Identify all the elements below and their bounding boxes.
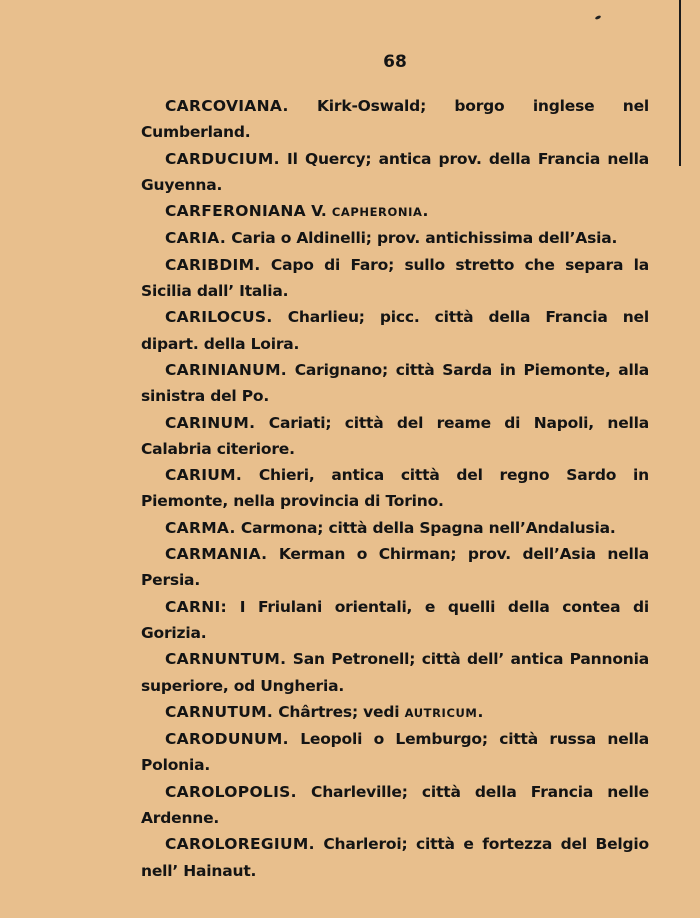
entry-definition: San Petronell; città dell’ antica Pannonia superiore, od Ungheria. <box>141 650 649 695</box>
entry-definition: Cariati; città del reame di Napoli, nella Calabria citeriore. <box>141 413 650 458</box>
dictionary-entry <box>141 779 649 832</box>
entry-definition: Carmona; città della Spagna nell’Andalusia. <box>240 518 616 537</box>
dictionary-entry <box>141 699 649 726</box>
entry-definition: Chieri, antica città del regno Sardo in Piemonte, nella provincia di Torino. <box>141 466 649 511</box>
entry-definition: Chârtres; vedi <box>278 702 400 721</box>
entry-cross-reference: CAPHERONIA <box>331 205 423 220</box>
entry-headword: CARNUTUM. <box>165 702 274 721</box>
entry-headword: CARILOCUS. <box>165 308 273 327</box>
dictionary-entry <box>141 462 649 515</box>
entry-definition: Carignano; città Sarda in Piemonte, alla sinistra del Po. <box>141 360 649 406</box>
entry-definition: Charleroi; città e fortezza del Belgio nell’ Hainaut. <box>141 835 649 880</box>
page-edge-line <box>679 0 681 166</box>
entry-trailing-punctuation: . <box>477 702 484 721</box>
entry-definition: Charlieu; picc. città della Francia nel dipart. della Loira. <box>141 308 649 353</box>
dictionary-entry <box>141 198 649 225</box>
entry-definition: Leopoli o Lemburgo; città russa nella Polonia. <box>141 730 649 775</box>
entry-headword: CAROLOPOLIS. <box>165 782 297 801</box>
dictionary-entry <box>141 252 649 305</box>
entry-trailing-punctuation: . <box>422 202 429 221</box>
dictionary-entry <box>141 146 649 199</box>
dictionary-entry <box>141 646 649 699</box>
entry-headword: CARIBDIM. <box>165 255 261 274</box>
dictionary-entry <box>141 93 649 146</box>
dictionary-entry <box>141 541 649 594</box>
entry-headword: CARFERONIANA <box>165 202 306 221</box>
entry-headword: CARCOVIANA. <box>165 97 289 115</box>
entry-headword: CAROLOREGIUM. <box>165 835 315 854</box>
dictionary-entry <box>141 410 649 463</box>
entry-headword: CARMA. <box>165 518 236 537</box>
entry-headword: CARNI: <box>165 597 228 616</box>
entry-headword: CARIA. <box>165 229 227 248</box>
dictionary-entry <box>141 304 649 357</box>
entry-definition: Il Quercy; antica prov. della Francia nella Guyenna. <box>141 149 649 194</box>
dictionary-entry <box>141 357 649 410</box>
entry-definition: Capo di Faro; sullo stretto che separa la Sicilia dall’ Italia. <box>141 255 650 301</box>
entry-definition: I Friulani orientali, e quelli della contea di Gorizia. <box>141 597 649 642</box>
entry-definition: V. <box>311 202 327 221</box>
entry-cross-reference: AUTRICUM <box>404 705 478 720</box>
entry-headword: CARNUNTUM. <box>165 650 287 669</box>
entry-definition: Caria o Aldinelli; prov. antichissima dell’Asia. <box>231 229 618 248</box>
entry-headword: CARINUM. <box>165 413 256 432</box>
page-number: 68 <box>383 52 407 72</box>
entry-definition: Charleville; città della Francia nelle Ardenne. <box>141 782 649 828</box>
ink-speck <box>595 15 602 20</box>
entry-headword: CARINIANUM. <box>165 360 287 379</box>
dictionary-entry <box>141 225 649 251</box>
dictionary-entry <box>141 726 649 779</box>
entry-definition: Kirk-Oswald; borgo inglese nel Cumberland. <box>141 97 649 142</box>
entry-headword: CARIUM. <box>165 466 243 485</box>
entry-headword: CARODUNUM. <box>165 730 289 749</box>
dictionary-entry <box>141 515 649 541</box>
entry-headword: CARMANIA. <box>165 545 268 564</box>
dictionary-entry <box>141 594 649 647</box>
entry-headword: CARDUCIUM. <box>165 149 280 168</box>
dictionary-entries <box>141 93 649 884</box>
dictionary-entry <box>141 831 649 884</box>
entry-definition: Kerman o Chirman; prov. dell’Asia nella Persia. <box>141 545 649 590</box>
